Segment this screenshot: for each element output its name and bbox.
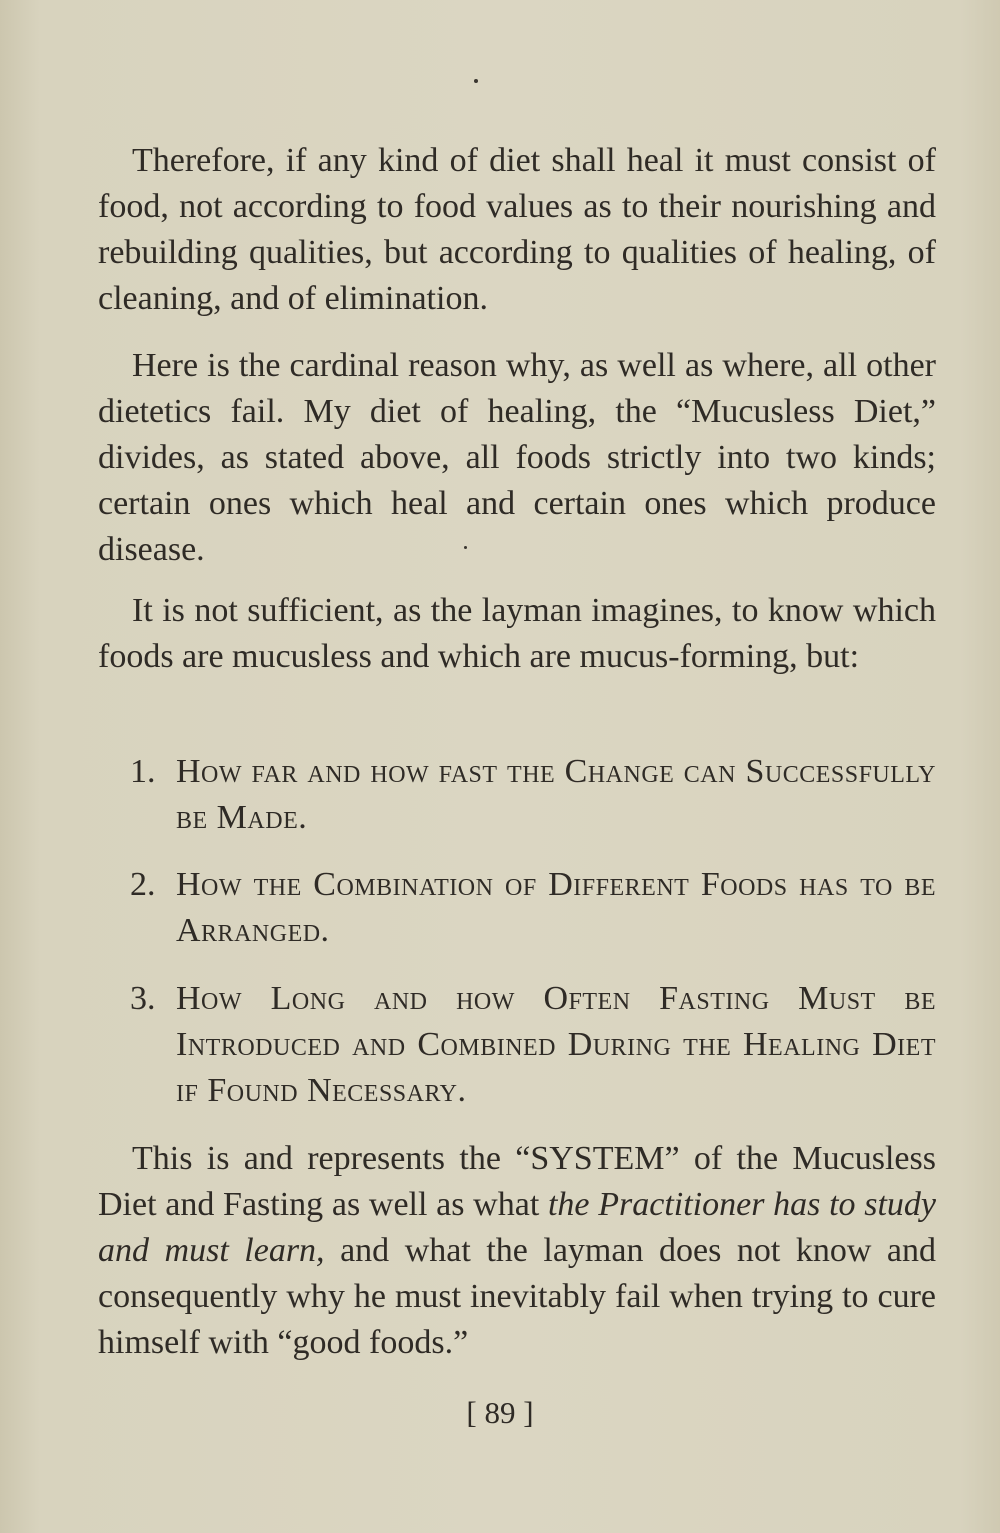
paragraph-4-italic-text: the Practitioner has to study and must learn, <box>98 1186 936 1269</box>
paragraph-1: Therefore, if any kind of diet shall heal it must consist of food, not according to food values as to their nourishing and rebuilding qualities, but according to qualities of healing, of cleaning, and of elimination. <box>98 142 936 317</box>
paragraph-2: Here is the cardinal reason why, as well as where, all other dietetics fail. My diet of healing, the “Mucusless Diet,” divides, as stated above, all foods strictly into two kinds; certain ones which heal and certain ones which produce disease. <box>98 347 936 568</box>
list-item-number: 2. <box>130 866 156 903</box>
list-item-text: How the Combination of Different Foods has to be Arranged. <box>176 866 936 949</box>
paragraph-4-text-start: This is and represents the “SYSTEM” of the Mucusless Diet and Fasting as well as what <box>98 1140 936 1223</box>
list-item-number: 3. <box>130 980 156 1017</box>
list-item-number: 1. <box>130 753 156 790</box>
top-dot-mark <box>474 79 478 83</box>
list-item-1 <box>130 749 936 841</box>
list-item-2 <box>130 862 936 954</box>
list-item-text: How far and how fast the Change can Successfully be Made. <box>176 753 936 836</box>
paragraph-4 <box>98 1136 936 1366</box>
list-item-text: How Long and how Often Fasting Must be Introduced and Combined During the Healing Diet if Found Necessary. <box>176 980 936 1109</box>
paragraph-3: It is not sufficient, as the layman imagines, to know which foods are mucusless and which are mucus-forming, but: <box>98 592 936 675</box>
stray-dot-mark <box>464 546 467 549</box>
list-item-3 <box>130 976 936 1114</box>
paragraph-4-text-end: and what the layman does not know and consequently why he must inevitably fail when trying to cure himself with “good foods.” <box>98 1232 936 1361</box>
page-number: [ 89 ] <box>466 1395 534 1430</box>
